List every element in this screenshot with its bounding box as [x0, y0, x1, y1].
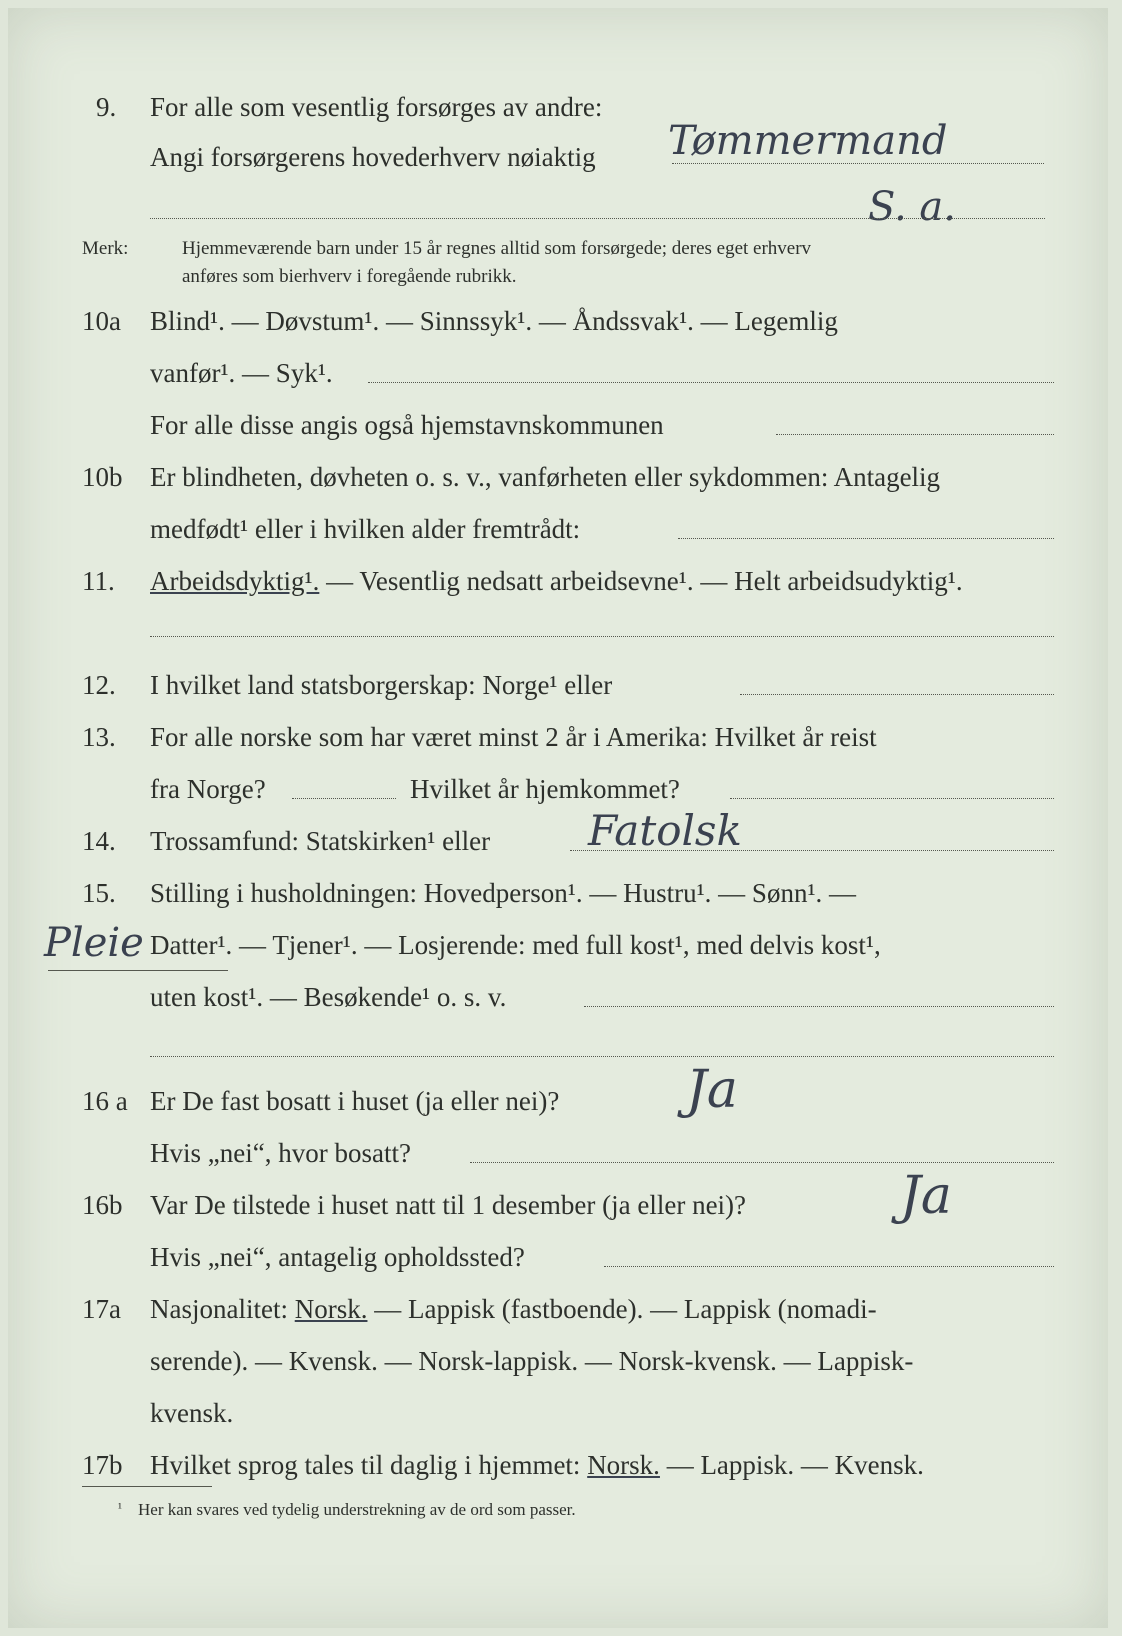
q10a-text-line1: Blind¹. — Døvstum¹. — Sinnssyk¹. — Åndssvak¹. — Legemlig	[150, 306, 838, 336]
q10a-answer-line1	[368, 382, 1054, 383]
q13-text-line2a: fra Norge?	[150, 774, 266, 804]
q10b-text-line1: Er blindheten, døvheten o. s. v., vanførheten eller sykdommen: Antagelig	[150, 462, 941, 492]
q17a-text-line3: kvensk.	[150, 1398, 234, 1428]
q9-text-line2: Angi forsørgerens hovederhverv nøiaktig	[150, 142, 596, 172]
q14-text: Trossamfund: Statskirken¹ eller	[150, 826, 491, 856]
q17a-text-line2: serende). — Kvensk. — Norsk-lappisk. — Norsk-kvensk. — Lappisk-	[150, 1346, 914, 1376]
q13-text-line2b: Hvilket år hjemkommet?	[410, 774, 680, 804]
footnote-text: Her kan svares ved tydelig understrekning av de ord som passer.	[138, 1500, 576, 1519]
q17b-label: Hvilket sprog tales til daglig i hjemmet:	[150, 1450, 588, 1480]
q14-number: 14.	[82, 826, 116, 856]
q15-margin-note-underline	[48, 970, 228, 971]
q16b-number: 16b	[82, 1190, 123, 1220]
q10a-answer-line2	[776, 434, 1054, 435]
q12-number: 12.	[82, 670, 116, 700]
q10a-text-line2: vanfør¹. — Syk¹.	[150, 358, 333, 388]
q11-underlined-answer: Arbeidsdyktig¹.	[150, 566, 320, 596]
q11-text	[150, 566, 963, 597]
q17a-text-rest: — Lappisk (fastboende). — Lappisk (nomadi-	[367, 1294, 877, 1324]
q17a-label: Nasjonalitet:	[150, 1294, 295, 1324]
q15-margin-handwritten-note: Pleie	[44, 920, 144, 966]
q16a-answer-line	[470, 1162, 1054, 1163]
q13-number: 13.	[82, 722, 116, 752]
q16b-handwritten-answer: Ja	[900, 1166, 952, 1226]
q14-handwritten-answer: Fatolsk	[588, 806, 742, 855]
q15-answer-line2	[150, 1056, 1054, 1057]
merk-text-line1: Hjemmeværende barn under 15 år regnes alltid som forsørgede; deres eget erhverv	[182, 238, 812, 259]
q16b-answer-line	[604, 1266, 1054, 1267]
q9-handwritten-answer2: S. a.	[868, 184, 956, 230]
q16b-text-line1: Var De tilstede i huset natt til 1 desember (ja eller nei)?	[150, 1190, 747, 1220]
q15-text-line3: uten kost¹. — Besøkende¹ o. s. v.	[150, 982, 507, 1012]
q17b-underlined-answer: Norsk.	[587, 1450, 660, 1480]
q12-text: I hvilket land statsborgerskap: Norge¹ eller	[150, 670, 613, 700]
footnote-mark: ¹	[118, 1500, 122, 1515]
q16a-text-line2: Hvis „nei“, hvor bosatt?	[150, 1138, 411, 1168]
q17b-text	[150, 1450, 924, 1481]
q10a-text-line3: For alle disse angis også hjemstavnskommunen	[150, 410, 664, 440]
q11-answer-line	[150, 636, 1054, 637]
q15-answer-line1	[584, 1006, 1054, 1007]
q14-answer-line	[570, 850, 1054, 851]
merk-text-line2: anføres som bierhverv i foregående rubrikk.	[182, 266, 517, 287]
q13-text-line1: For alle norske som har været minst 2 år i Amerika: Hvilket år reist	[150, 722, 877, 752]
q9-extra-line	[150, 218, 1045, 219]
q17a-number: 17a	[82, 1294, 121, 1324]
q10b-number: 10b	[82, 462, 123, 492]
q17b-number: 17b	[82, 1450, 123, 1480]
q13-answer-line-b	[730, 798, 1054, 799]
merk-label: Merk:	[82, 238, 129, 259]
q11-number: 11.	[82, 566, 115, 596]
q9-number: 9.	[96, 92, 117, 122]
q15-text-line2: Datter¹. — Tjener¹. — Losjerende: med full kost¹, med delvis kost¹,	[150, 930, 881, 960]
q9-handwritten-answer: Tømmermand	[668, 118, 948, 164]
q9-text-line1: For alle som vesentlig forsørges av andre:	[150, 92, 603, 122]
q15-text-line1: Stilling i husholdningen: Hovedperson¹. — Hustru¹. — Sønn¹. —	[150, 878, 857, 908]
q16a-handwritten-answer: Ja	[686, 1060, 738, 1120]
q11-text-rest: — Vesentlig nedsatt arbeidsevne¹. — Helt arbeidsudyktig¹.	[319, 566, 963, 596]
q15-number: 15.	[82, 878, 116, 908]
q17a-text-line1	[150, 1294, 877, 1325]
q16a-text-line1: Er De fast bosatt i huset (ja eller nei)?	[150, 1086, 560, 1116]
q10a-number: 10a	[82, 306, 121, 336]
q17a-underlined-answer: Norsk.	[294, 1294, 368, 1324]
q13-answer-line-a	[292, 798, 396, 799]
q12-answer-line	[740, 694, 1054, 695]
q10b-answer-line	[678, 538, 1054, 539]
q10b-text-line2: medfødt¹ eller i hvilken alder fremtrådt:	[150, 514, 581, 544]
q17b-text-rest: — Lappisk. — Kvensk.	[659, 1450, 924, 1480]
q16a-number: 16 a	[82, 1086, 128, 1116]
q16b-text-line2: Hvis „nei“, antagelig opholdssted?	[150, 1242, 525, 1272]
footnote-divider	[82, 1486, 212, 1487]
